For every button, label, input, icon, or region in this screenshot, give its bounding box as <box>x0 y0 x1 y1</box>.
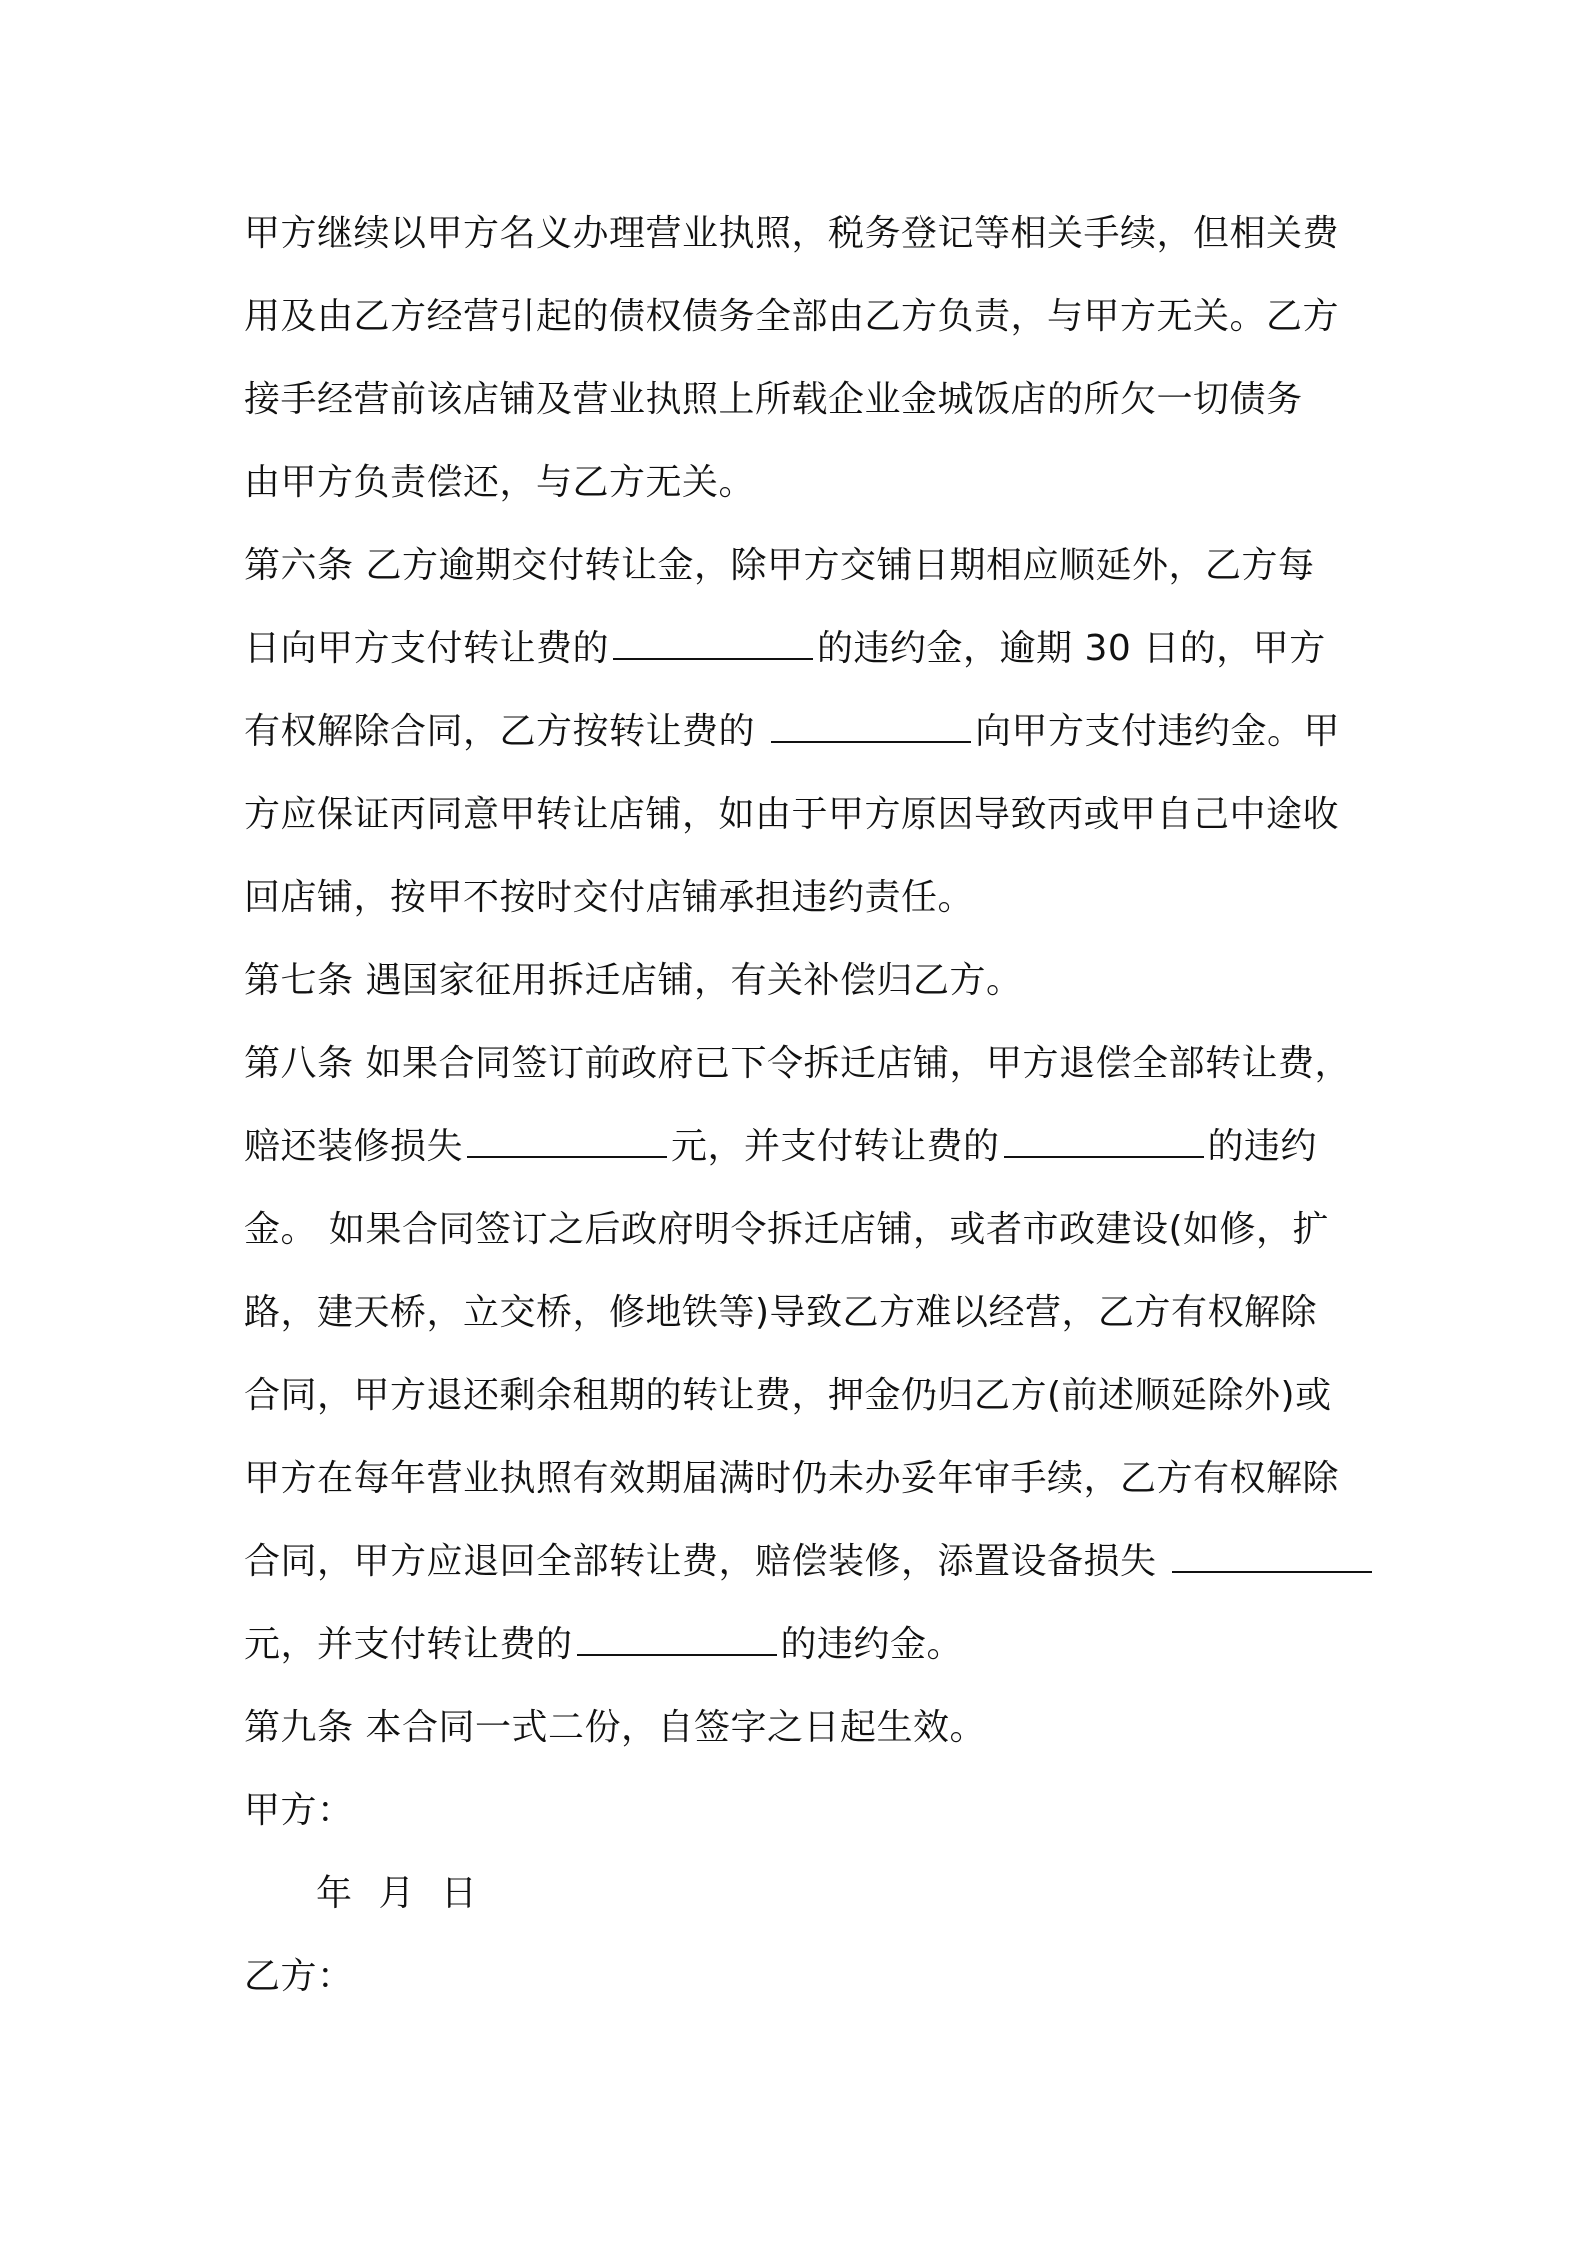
party-b-label: 乙方： <box>244 1956 354 1997</box>
article-8-line: 金。 如果合同签订之后政府明令拆迁店铺，或者市政建设(如修，扩 <box>244 1209 1329 1250</box>
article-8-line <box>244 1105 1364 1188</box>
article-6-line: 第六条 乙方逾期交付转让金，除甲方交铺日期相应顺延外，乙方每 <box>244 545 1315 586</box>
text-segment: 的违约 <box>1207 1126 1318 1167</box>
text-segment: 元，并支付转让费的 <box>244 1624 573 1665</box>
article-6-line: 回店铺，按甲不按时交付店铺承担违约责任。 <box>244 877 975 918</box>
text-line: 甲方继续以甲方名义办理营业执照，税务登记等相关手续，但相关费 <box>244 213 1340 254</box>
article-8-line: 甲方在每年营业执照有效期届满时仍未办妥年审手续，乙方有权解除 <box>244 1458 1340 1499</box>
fill-blank[interactable] <box>1004 1126 1204 1158</box>
text-segment: 元，并支付转让费的 <box>671 1126 1000 1167</box>
text-segment: 的违约金。 <box>780 1624 964 1665</box>
article-6-line <box>244 607 1364 690</box>
fill-blank[interactable] <box>467 1126 667 1158</box>
article-6-line: 方应保证丙同意甲转让店铺，如由于甲方原因导致丙或甲自己中途收 <box>244 794 1340 835</box>
party-a-label: 甲方： <box>244 1790 354 1831</box>
text-segment: 向甲方支付违约金。甲 <box>974 711 1340 752</box>
article-8-line: 合同，甲方退还剩余租期的转让费，押金仍归乙方(前述顺延除外)或 <box>244 1375 1332 1416</box>
text-segment: 赔还装修损失 <box>244 1126 464 1167</box>
article-8-line <box>244 1520 1364 1603</box>
article-9-line: 第九条 本合同一式二份，自签字之日起生效。 <box>244 1707 986 1748</box>
fill-blank[interactable] <box>577 1624 777 1656</box>
text-line: 接手经营前该店铺及营业执照上所载企业金城饭店的所欠一切债务 <box>244 379 1303 420</box>
text-segment: 日向甲方支付转让费的 <box>244 628 610 669</box>
contract-page <box>244 192 1364 2018</box>
fill-blank[interactable] <box>771 711 971 743</box>
text-segment: 的违约金，逾期 30 日的，甲方 <box>817 628 1326 669</box>
date-line: 年 月 日 <box>316 1873 478 1914</box>
text-line: 用及由乙方经营引起的债权债务全部由乙方负责，与甲方无关。乙方 <box>244 296 1340 337</box>
fill-blank[interactable] <box>613 628 813 660</box>
text-line: 由甲方负责偿还，与乙方无关。 <box>244 462 756 503</box>
text-segment: 合同，甲方应退回全部转让费，赔偿装修，添置设备损失 <box>244 1541 1169 1582</box>
article-6-line <box>244 690 1364 773</box>
text-segment: 有权解除合同，乙方按转让费的 <box>244 711 767 752</box>
article-8-line: 第八条 如果合同签订前政府已下令拆迁店铺，甲方退偿全部转让费， <box>244 1043 1351 1084</box>
article-8-line: 路，建天桥，立交桥，修地铁等)导致乙方难以经营，乙方有权解除 <box>244 1292 1318 1333</box>
article-8-line <box>244 1603 1364 1686</box>
fill-blank[interactable] <box>1172 1541 1372 1573</box>
article-7-line: 第七条 遇国家征用拆迁店铺，有关补偿归乙方。 <box>244 960 1023 1001</box>
